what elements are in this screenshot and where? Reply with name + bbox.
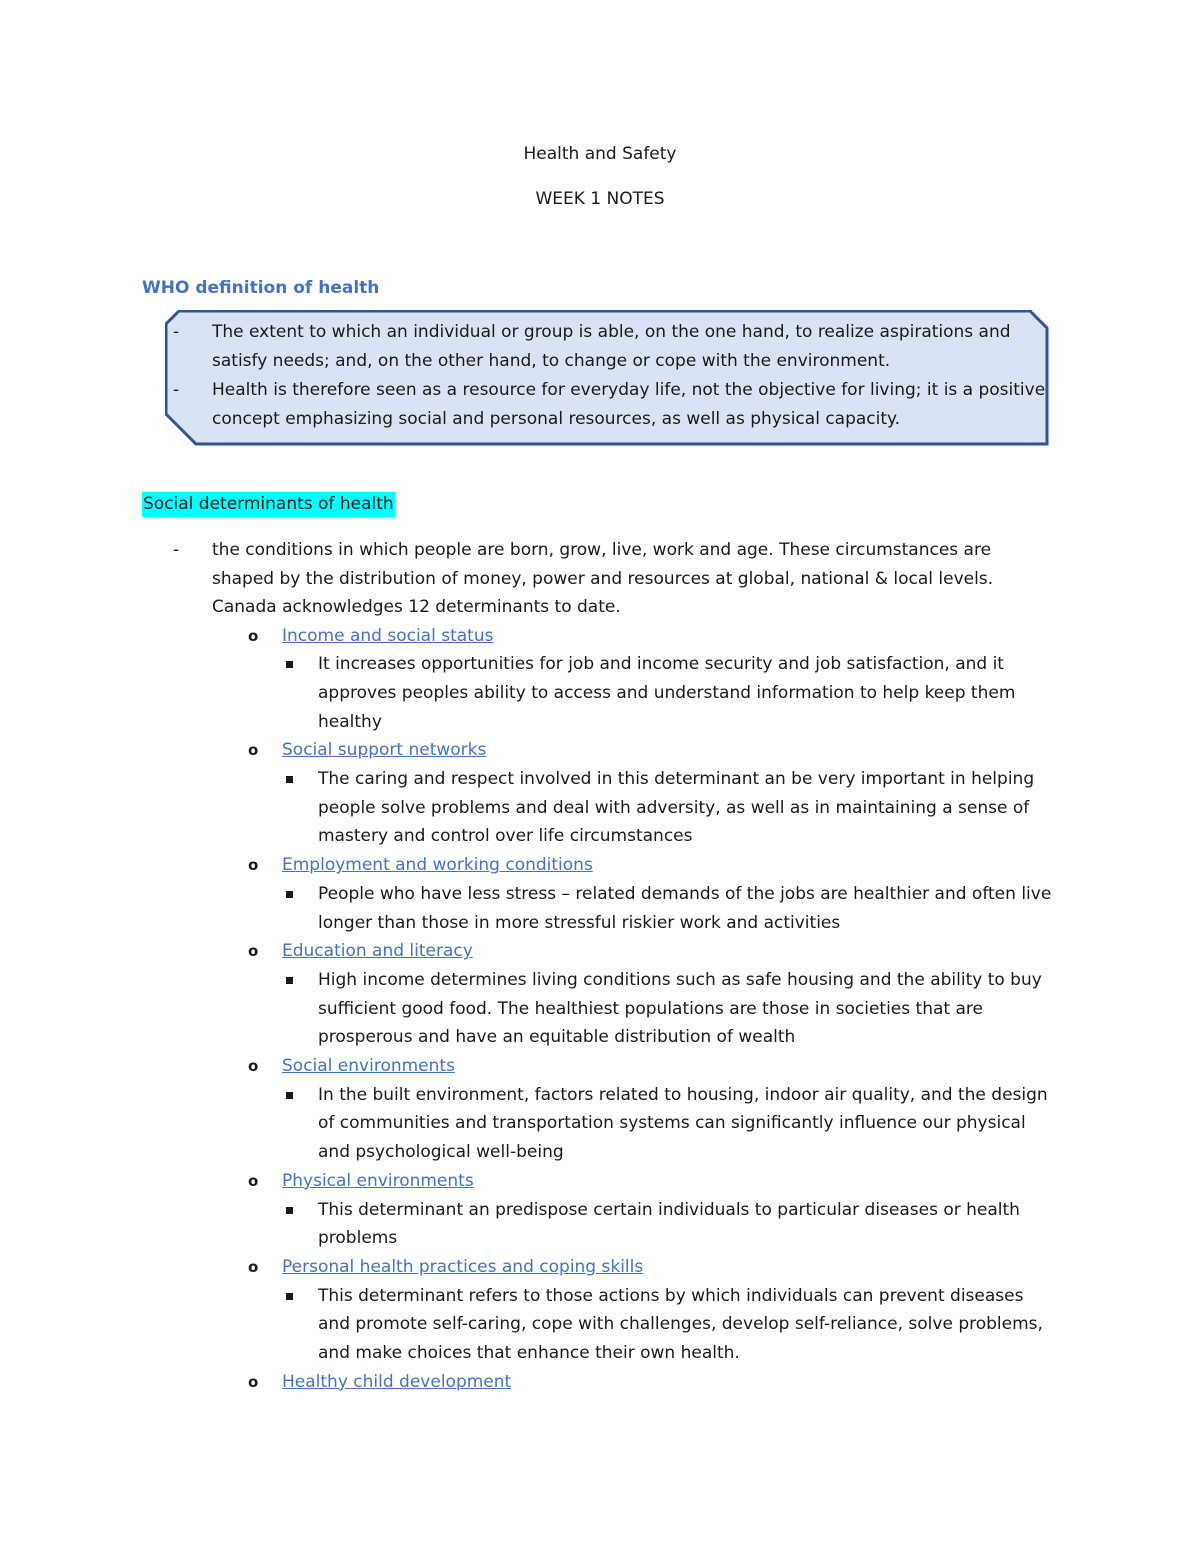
determinant-link[interactable]: Employment and working conditions (282, 855, 593, 876)
determinant-link[interactable]: Healthy child development (282, 1371, 512, 1392)
determinant-detail (248, 1282, 1058, 1368)
document-subtitle: WEEK 1 NOTES (535, 189, 665, 209)
o-bullet-icon: o (248, 626, 259, 645)
sdh-intro-text: the conditions in which people are born, grow, live, work and age. These circumstances are shaped by the distribution of money, power and resources at global, national & local levels. Canada acknowledges 12 determinants to date. (212, 540, 994, 617)
who-bullet (173, 318, 1053, 376)
determinant-detail (248, 650, 1058, 736)
o-bullet-icon: o (248, 1372, 259, 1391)
determinant-link[interactable]: Social support networks (282, 740, 487, 761)
determinant-item (248, 1253, 1058, 1282)
o-bullet-icon: o (248, 1257, 259, 1276)
determinant-link[interactable]: Physical environments (282, 1170, 474, 1191)
dash-bullet: - (173, 322, 180, 342)
determinant-link[interactable]: Personal health practices and coping skills (282, 1256, 644, 1277)
determinant-detail-text: High income determines living conditions such as safe housing and the ability to buy sufficient good food. The healthiest populations are those in societies that are prosperous and have an equitable distribution of wealth (318, 969, 1042, 1048)
sdh-section (173, 536, 1053, 1396)
determinant-detail (248, 1081, 1058, 1167)
dash-bullet: - (173, 540, 180, 560)
o-bullet-icon: o (248, 942, 259, 961)
determinant-detail-text: The caring and respect involved in this determinant an be very important in helping people solve problems and deal with adversity, as well as in maintaining a sense of mastery and control over life circumstances (318, 769, 1035, 847)
sdh-intro (173, 536, 1053, 622)
square-bullet-icon (286, 1207, 293, 1214)
determinant-item (248, 851, 1058, 880)
o-bullet-icon: o (248, 1171, 259, 1190)
determinant-detail-text: It increases opportunities for job and income security and job satisfaction, and it approves peoples ability to access and understand information to help keep them healthy (318, 654, 1016, 732)
determinant-detail (248, 880, 1058, 937)
who-bullet-text: The extent to which an individual or group is able, on the one hand, to realize aspirations and satisfy needs; and, on the other hand, to change or cope with the environment. (212, 322, 1011, 371)
determinant-detail (248, 966, 1058, 1052)
square-bullet-icon (286, 891, 293, 898)
determinants-list (248, 622, 1058, 1397)
determinant-item (248, 1052, 1058, 1081)
determinant-link[interactable]: Income and social status (282, 625, 494, 646)
sdh-heading: Social determinants of health (142, 492, 395, 517)
who-bullet (173, 376, 1053, 434)
square-bullet-icon (286, 1092, 293, 1099)
determinant-item (248, 937, 1058, 966)
determinant-link[interactable]: Education and literacy (282, 941, 473, 962)
square-bullet-icon (286, 977, 293, 984)
determinant-detail-text: People who have less stress – related demands of the jobs are healthier and often live longer than those in more stressful riskier work and activities (318, 883, 1052, 933)
determinant-link[interactable]: Social environments (282, 1056, 455, 1077)
dash-bullet: - (173, 380, 180, 400)
determinant-detail (248, 765, 1058, 851)
o-bullet-icon: o (248, 1057, 259, 1076)
determinant-detail-text: This determinant refers to those actions by which individuals can prevent diseases and promote self-caring, cope with challenges, develop self-reliance, solve problems, and make choices that enhance their own health. (318, 1285, 1043, 1364)
who-definition-list (173, 318, 1053, 434)
square-bullet-icon (286, 1293, 293, 1300)
determinant-item (248, 1167, 1058, 1196)
who-bullet-text: Health is therefore seen as a resource for everyday life, not the objective for living; it is a positive concept emphasizing social and personal resources, as well as physical capacity. (212, 380, 1046, 429)
determinant-detail-text: In the built environment, factors related to housing, indoor air quality, and the design of communities and transportation systems can significantly influence our physical and psychological well-being (318, 1084, 1048, 1163)
square-bullet-icon (286, 776, 293, 783)
who-heading: WHO definition of health (142, 278, 380, 298)
o-bullet-icon: o (248, 856, 259, 875)
document-title: Health and Safety (523, 144, 677, 164)
o-bullet-icon: o (248, 741, 259, 760)
determinant-item (248, 1368, 1058, 1397)
determinant-detail (248, 1196, 1058, 1253)
square-bullet-icon (286, 661, 293, 668)
determinant-detail-text: This determinant an predispose certain individuals to particular diseases or health problems (318, 1199, 1020, 1249)
determinant-item (248, 736, 1058, 765)
determinant-item (248, 622, 1058, 651)
